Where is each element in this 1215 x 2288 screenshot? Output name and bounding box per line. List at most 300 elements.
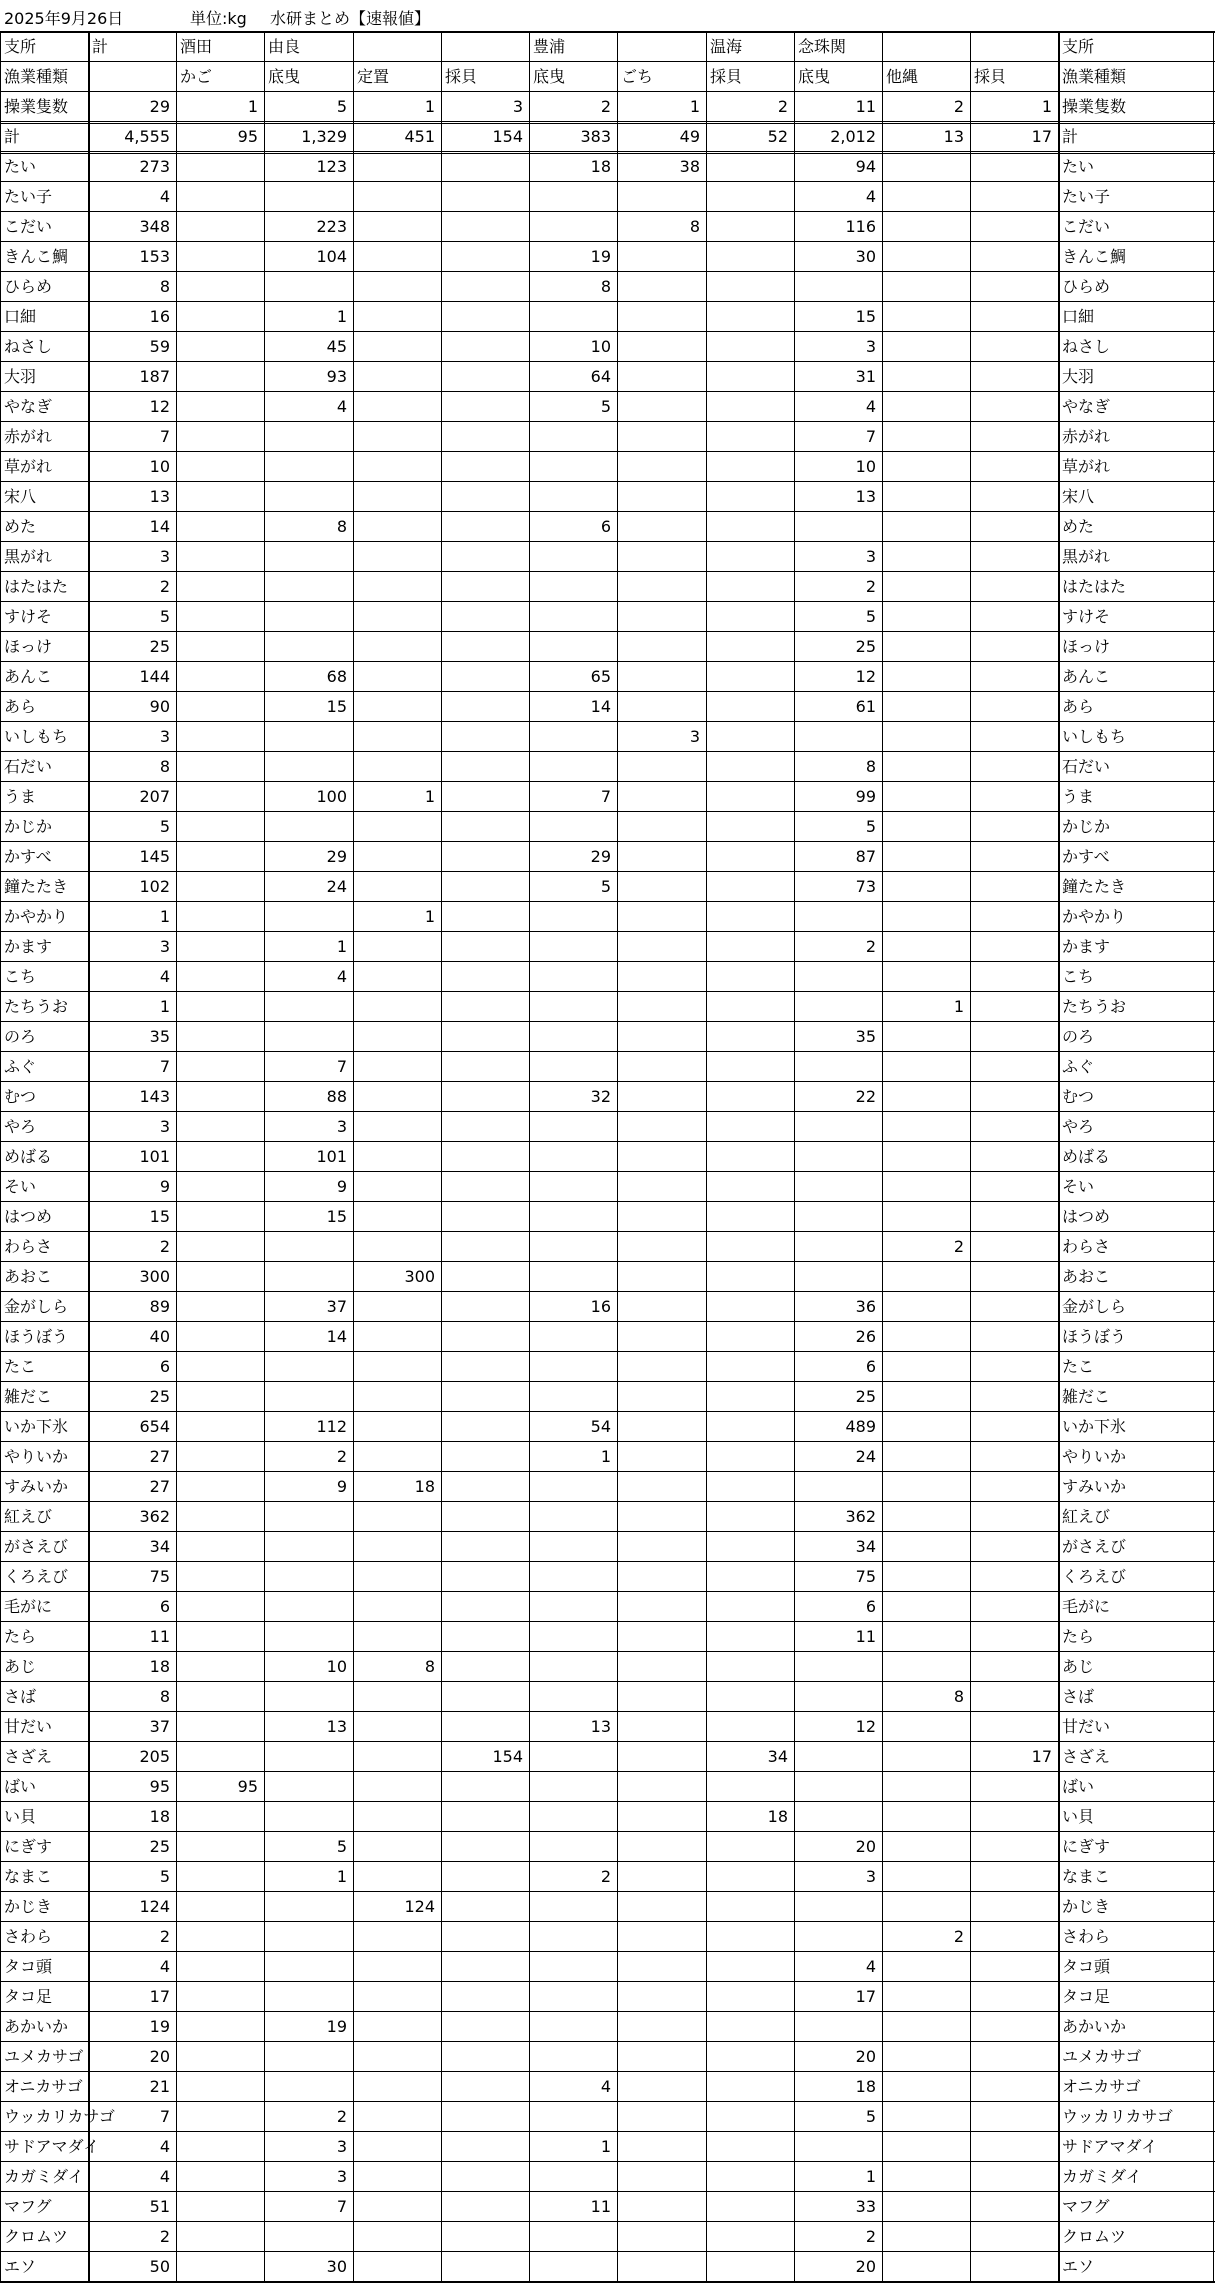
catch-value: 18 [149,1657,170,1676]
column-divider [970,32,971,2282]
row-divider [0,31,1215,33]
catch-value: 104 [316,247,347,266]
catch-value [176,1022,264,1052]
catch-value [264,1952,353,1982]
catch-value [176,932,264,962]
catch-value: 6 [600,517,611,536]
catch-value [617,1892,706,1922]
catch-value: 18 [590,157,611,176]
catch-value [882,962,970,992]
species-name-right: なまこ [1062,1867,1111,1886]
catch-value [441,1922,529,1952]
species-name-right: ねさし [1062,337,1111,356]
catch-value [882,812,970,842]
species-name-right: 大羽 [1062,367,1095,386]
catch-value [617,902,706,932]
catch-value [706,1442,794,1472]
catch-value: 1 [336,307,347,326]
catch-value [264,1532,353,1562]
branch-name: 由良 [268,37,301,56]
report-date: 2025年9月26日 [4,9,124,28]
catch-value: 5 [865,2107,876,2126]
catch-value [176,1472,264,1502]
catch-value: 88 [326,1087,347,1106]
row-divider [0,1381,1215,1382]
catch-value [529,632,617,662]
catch-value [529,962,617,992]
catch-value: 20 [149,2047,170,2066]
catch-value [706,1622,794,1652]
catch-value [176,1202,264,1232]
total-label-right: 計 [1062,127,1079,146]
branch-name: 温海 [710,37,743,56]
catch-value [353,1112,441,1142]
species-name: タコ足 [4,1987,53,2006]
vessel-count-row [0,92,1215,122]
catch-value [529,452,617,482]
catch-value [617,1532,706,1562]
catch-value [617,2222,706,2252]
catch-value: 145 [139,847,170,866]
catch-value [529,1982,617,2012]
catch-value [529,1142,617,1172]
catch-value [882,272,970,302]
species-row [0,1172,1215,1202]
catch-value [970,1712,1058,1742]
catch-value [353,632,441,662]
row-divider [0,511,1215,512]
catch-value [706,1892,794,1922]
catch-value [706,902,794,932]
species-row [0,1742,1215,1772]
catch-value [441,1712,529,1742]
catch-value [176,1112,264,1142]
catch-value: 27 [149,1477,170,1496]
catch-value [970,782,1058,812]
catch-value [970,1862,1058,1892]
catch-value [706,1202,794,1232]
catch-value [794,1802,882,1832]
catch-value [441,1892,529,1922]
catch-value [970,2012,1058,2042]
catch-value [529,1652,617,1682]
catch-value [794,1142,882,1172]
catch-value [970,1532,1058,1562]
catch-value [264,1922,353,1952]
catch-value [882,842,970,872]
catch-value [441,1292,529,1322]
species-name-right: ひらめ [1062,277,1111,296]
row-divider [0,2281,1215,2283]
title-row [0,6,1215,32]
catch-value: 5 [159,607,170,626]
catch-value: 19 [326,2017,347,2036]
catch-value: 20 [855,1837,876,1856]
species-name-right: 甘だい [1062,1717,1111,1736]
species-name: にぎす [4,1837,53,1856]
catch-value [794,1112,882,1142]
catch-value [176,2252,264,2282]
row-divider [0,631,1215,632]
column-divider [0,32,1,2282]
species-name-right: めた [1062,517,1095,536]
catch-value [441,2222,529,2252]
catch-value [441,392,529,422]
species-name: かます [4,937,53,956]
species-row [0,1382,1215,1412]
fishery-type: 底曳 [268,67,301,86]
species-row [0,392,1215,422]
catch-value [176,1622,264,1652]
catch-value [529,1592,617,1622]
branch-name [353,32,441,62]
species-name-right: 口細 [1062,307,1095,326]
catch-value [176,1982,264,2012]
species-name-right: たい子 [1062,187,1111,206]
catch-value [353,272,441,302]
catch-value [441,1142,529,1172]
row-divider [0,481,1215,482]
catch-value [441,1262,529,1292]
fishery-type-row [0,62,1215,92]
catch-value [617,1682,706,1712]
catch-value [617,692,706,722]
catch-value [441,2162,529,2192]
catch-value [176,902,264,932]
catch-value [529,1232,617,1262]
species-name-right: むつ [1062,1087,1095,1106]
catch-value [617,1772,706,1802]
row-divider [0,391,1215,392]
catch-value [176,212,264,242]
column-divider [529,32,530,2282]
catch-value [970,2042,1058,2072]
catch-value [882,1292,970,1322]
catch-value [970,302,1058,332]
species-row [0,842,1215,872]
catch-value [706,1682,794,1712]
species-name-right: かすべ [1062,847,1110,866]
catch-value [970,1052,1058,1082]
row-divider [0,1831,1215,1832]
species-row [0,1682,1215,1712]
catch-value [441,1112,529,1142]
catch-value [441,242,529,272]
catch-value [970,1922,1058,1952]
species-name: 大羽 [4,367,37,386]
row-divider [0,1561,1215,1562]
species-row [0,2012,1215,2042]
row-divider [0,2251,1215,2252]
catch-value [882,932,970,962]
catch-value: 64 [590,367,611,386]
species-name: あじ [4,1657,37,1676]
catch-value [617,1952,706,1982]
catch-value [441,362,529,392]
catch-value [882,1472,970,1502]
species-name: ウッカリカサゴ [4,2107,115,2126]
catch-value [264,1802,353,1832]
catch-value [882,1742,970,1772]
catch-value [794,1892,882,1922]
catch-value [706,152,794,182]
catch-value: 1 [600,1447,611,1466]
catch-value [264,902,353,932]
catch-value [617,2012,706,2042]
row-divider [0,841,1215,842]
species-name: クロムツ [4,2227,69,2246]
species-row [0,782,1215,812]
catch-value [794,1652,882,1682]
branch-name: 酒田 [180,37,213,56]
catch-value [706,182,794,212]
species-name: あおこ [4,1267,53,1286]
catch-value [176,1832,264,1862]
catch-value [353,482,441,512]
species-name: タコ頭 [4,1957,53,1976]
total-value: 2,012 [830,127,876,146]
catch-value [706,632,794,662]
catch-value [970,1172,1058,1202]
catch-value [706,1922,794,1952]
row-divider [0,1531,1215,1532]
catch-value: 15 [855,307,876,326]
catch-value [882,1862,970,1892]
column-divider [441,32,442,2282]
catch-value [970,212,1058,242]
catch-value: 15 [326,1207,347,1226]
species-row [0,2192,1215,2222]
species-row [0,692,1215,722]
species-name-right: きんこ鯛 [1062,247,1127,266]
catch-value [441,1412,529,1442]
catch-value [706,422,794,452]
row-divider [0,2221,1215,2222]
catch-value: 30 [855,247,876,266]
catch-value [441,902,529,932]
row-divider [0,271,1215,272]
catch-value [794,1922,882,1952]
catch-value [706,1382,794,1412]
catch-value: 7 [159,427,170,446]
catch-value [176,2162,264,2192]
row-divider [0,61,1215,62]
catch-value [706,272,794,302]
row-divider [0,1591,1215,1592]
catch-value [529,1322,617,1352]
catch-value [441,332,529,362]
catch-value [353,1862,441,1892]
species-row [0,752,1215,782]
catch-value: 4 [600,2077,611,2096]
catch-value [441,1322,529,1352]
catch-value [970,662,1058,692]
catch-value [970,1562,1058,1592]
catch-value: 93 [326,367,347,386]
catch-value [529,182,617,212]
catch-value [970,1022,1058,1052]
catch-value [970,1472,1058,1502]
catch-value [617,2162,706,2192]
species-row [0,332,1215,362]
catch-value [617,1502,706,1532]
branch-header-row [0,32,1215,62]
catch-value [882,182,970,212]
catch-value [176,1652,264,1682]
catch-value [617,1652,706,1682]
catch-value [970,1592,1058,1622]
catch-value [441,1592,529,1622]
catch-value [353,2012,441,2042]
catch-value [706,1322,794,1352]
species-name: いしもち [4,727,69,746]
catch-value [794,992,882,1022]
species-name-right: やろ [1062,1117,1095,1136]
catch-value: 34 [149,1537,170,1556]
catch-value [794,1772,882,1802]
catch-value: 1 [600,2137,611,2156]
total-value: 95 [237,127,258,146]
catch-value [970,2192,1058,2222]
vessel-count: 11 [855,97,876,116]
species-name: かじき [4,1897,53,1916]
catch-value: 19 [149,2017,170,2036]
catch-value [794,1472,882,1502]
catch-value: 18 [149,1807,170,1826]
catch-value [176,1172,264,1202]
catch-value [882,692,970,722]
catch-value [176,242,264,272]
catch-value: 7 [159,1057,170,1076]
catch-value [617,2132,706,2162]
row-divider [0,751,1215,752]
catch-value: 3 [689,727,700,746]
species-row [0,572,1215,602]
catch-value: 143 [139,1087,170,1106]
catch-value [882,362,970,392]
catch-value [441,1082,529,1112]
catch-value [353,722,441,752]
fishery-type: かご [180,67,213,86]
species-name: のろ [4,1027,37,1046]
catch-value: 65 [590,667,611,686]
catch-value [882,2132,970,2162]
catch-value [441,1172,529,1202]
catch-value [617,242,706,272]
catch-value [176,2012,264,2042]
catch-value: 1 [159,907,170,926]
species-row [0,1652,1215,1682]
species-name: いか下氷 [4,1417,69,1436]
catch-value [353,242,441,272]
catch-value [176,722,264,752]
catch-value [264,452,353,482]
catch-value [970,242,1058,272]
row-divider [0,2041,1215,2042]
catch-value [706,1262,794,1292]
catch-value [264,1622,353,1652]
catch-value [353,1082,441,1112]
catch-value [441,1802,529,1832]
catch-value [441,1232,529,1262]
vessel-count: 2 [953,97,964,116]
row-divider [0,301,1215,302]
catch-value: 38 [679,157,700,176]
catch-value [970,422,1058,452]
catch-value: 4 [159,2137,170,2156]
catch-value: 1 [953,997,964,1016]
species-name-right: 毛がに [1062,1597,1111,1616]
catch-value [353,2252,441,2282]
row-divider [0,2191,1215,2192]
catch-value [353,1202,441,1232]
catch-value [441,692,529,722]
species-row [0,1232,1215,1262]
catch-value [353,872,441,902]
catch-value [176,1262,264,1292]
catch-value [794,1232,882,1262]
catch-value [970,1802,1058,1832]
row-divider [0,2161,1215,2162]
catch-value [617,1022,706,1052]
catch-value [970,1952,1058,1982]
catch-value [882,2222,970,2252]
catch-value [882,2162,970,2192]
catch-value [353,1532,441,1562]
catch-value [882,2072,970,2102]
catch-value: 4 [865,187,876,206]
row-divider [0,1771,1215,1772]
catch-value [794,2012,882,2042]
species-row [0,272,1215,302]
catch-value [441,422,529,452]
catch-value [264,1562,353,1592]
catch-value [176,1562,264,1592]
catch-value [529,1952,617,1982]
catch-value [353,152,441,182]
catch-value [970,1682,1058,1712]
catch-value [706,572,794,602]
catch-value [353,452,441,482]
catch-value [176,1892,264,1922]
catch-value [353,1832,441,1862]
catch-value [176,1052,264,1082]
catch-value [353,1562,441,1592]
catch-value: 3 [159,727,170,746]
species-name-right: さわら [1062,1927,1111,1946]
row-divider [0,211,1215,212]
branch-name: 計 [92,37,109,56]
catch-value [706,332,794,362]
catch-value [441,992,529,1022]
catch-value [706,1022,794,1052]
catch-value: 9 [159,1177,170,1196]
catch-value [706,1502,794,1532]
catch-value [706,932,794,962]
catch-value [970,2102,1058,2132]
catch-value: 14 [149,517,170,536]
species-row [0,1112,1215,1142]
catch-value [529,992,617,1022]
species-row [0,1142,1215,1172]
catch-value: 20 [855,2257,876,2276]
catch-value: 4 [336,397,347,416]
catch-value [617,1382,706,1412]
species-row [0,1592,1215,1622]
catch-value [970,692,1058,722]
catch-value [176,482,264,512]
catch-value [176,1442,264,1472]
